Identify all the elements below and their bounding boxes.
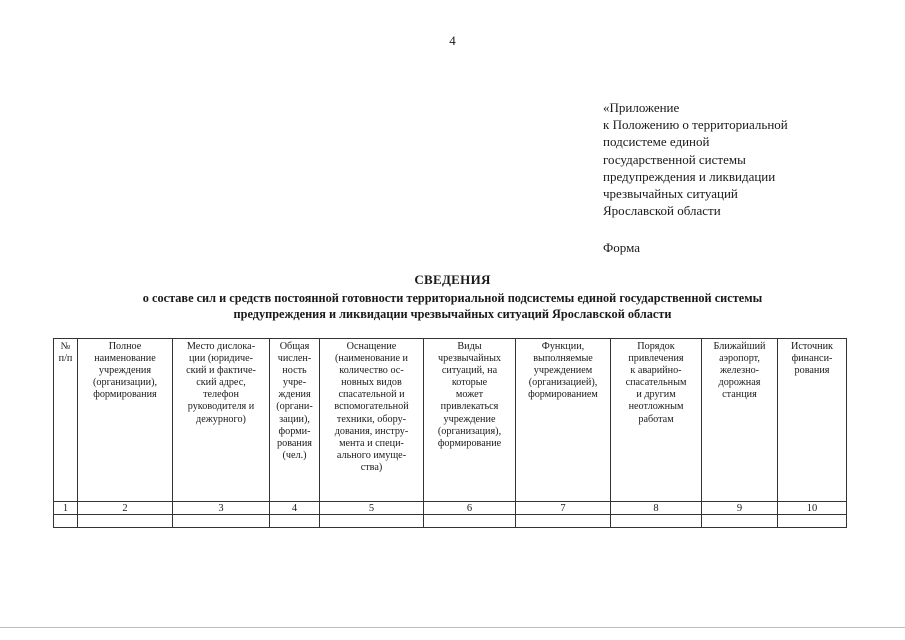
- header-line: дования, инстру-: [334, 425, 409, 437]
- header-line: ность: [282, 365, 307, 377]
- header-line: чрезвычайных: [437, 353, 502, 365]
- header-cell: [270, 339, 320, 502]
- header-line: ства): [360, 461, 383, 473]
- empty-row: [54, 515, 847, 528]
- empty-cell: [320, 515, 424, 528]
- header-line: Виды: [457, 341, 482, 352]
- header-line: Ближайший: [713, 341, 766, 352]
- header-line: новных видов: [341, 377, 402, 389]
- header-line: №: [60, 341, 71, 352]
- forces-table: [53, 338, 847, 528]
- header-line: зации),: [279, 413, 310, 425]
- header-cell: [611, 339, 702, 502]
- column-number: 3: [173, 502, 270, 515]
- header-line: рования: [794, 365, 830, 377]
- header-cell: [516, 339, 611, 502]
- header-line: может: [455, 389, 484, 401]
- header-row: [54, 339, 847, 502]
- header-line: руководителя и: [187, 401, 255, 413]
- header-cell: [320, 339, 424, 502]
- empty-cell: [424, 515, 516, 528]
- header-line: п/п: [58, 353, 73, 365]
- header-line: числен-: [277, 353, 312, 365]
- header-line: Источник: [790, 341, 833, 352]
- document-subtitle: [40, 290, 865, 322]
- column-number: 2: [78, 502, 173, 515]
- header-line: финанси-: [791, 353, 833, 365]
- header-line: работам: [638, 413, 674, 425]
- header-line: телефон: [203, 389, 239, 401]
- page-number: 4: [449, 33, 456, 48]
- form-label: Форма: [603, 240, 640, 255]
- header-line: ального имуще-: [336, 449, 407, 461]
- appendix-line: государственной системы: [603, 151, 746, 167]
- header-cell: [424, 339, 516, 502]
- header-line: (организация),: [437, 425, 502, 437]
- header-line: рования: [277, 437, 312, 449]
- header-line: спасательной и: [338, 389, 405, 401]
- header-cell: [54, 339, 78, 502]
- empty-cell: [173, 515, 270, 528]
- column-number: 7: [516, 502, 611, 515]
- scan-edge-line: [0, 627, 905, 628]
- header-line: привлекаться: [440, 401, 499, 413]
- header-line: (наименование и: [335, 353, 408, 365]
- header-line: наименование: [94, 353, 156, 365]
- column-number: 5: [320, 502, 424, 515]
- header-line: учреждением: [533, 365, 593, 377]
- appendix-line: Ярославской области: [603, 203, 721, 219]
- header-line: аэропорт,: [719, 353, 760, 365]
- header-line: ский адрес,: [196, 377, 246, 389]
- header-line: (организации),: [92, 377, 158, 389]
- header-line: ситуаций, на: [441, 365, 498, 377]
- header-line: техники, обору-: [336, 413, 407, 425]
- empty-cell: [54, 515, 78, 528]
- header-line: привлечения: [628, 353, 684, 365]
- header-line: (органи-: [276, 401, 313, 413]
- header-line: учреждение: [443, 413, 496, 425]
- header-line: Место дислока-: [186, 341, 256, 352]
- column-number: 6: [424, 502, 516, 515]
- header-cell: [702, 339, 778, 502]
- header-line: и другим: [636, 389, 676, 401]
- column-number: 9: [702, 502, 778, 515]
- appendix-line: чрезвычайных ситуаций: [603, 186, 738, 202]
- header-line: Функции,: [541, 341, 585, 352]
- header-line: Порядок: [637, 341, 675, 352]
- header-line: учре-: [282, 377, 307, 389]
- header-cell: [78, 339, 173, 502]
- column-number: 8: [611, 502, 702, 515]
- header-line: формирование: [437, 437, 502, 449]
- header-line: (чел.): [282, 449, 307, 461]
- header-line: количество ос-: [339, 365, 404, 377]
- header-line: спасательным: [625, 377, 687, 389]
- header-line: (организацией),: [528, 377, 598, 389]
- header-line: станция: [722, 389, 757, 401]
- header-line: Полное: [108, 341, 142, 352]
- appendix-note: [603, 99, 893, 219]
- subtitle-line: предупреждения и ликвидации чрезвычайных ситуаций Ярославской области: [233, 307, 672, 321]
- appendix-line: к Положению о территориальной: [603, 117, 788, 133]
- column-number: 4: [270, 502, 320, 515]
- empty-cell: [78, 515, 173, 528]
- header-line: дорожная: [718, 377, 761, 389]
- header-line: формирования: [93, 389, 157, 401]
- appendix-line: предупреждения и ликвидации: [603, 168, 776, 184]
- header-line: учреждения: [98, 365, 152, 377]
- header-line: вспомогательной: [334, 401, 409, 413]
- empty-cell: [778, 515, 847, 528]
- header-line: Общая: [279, 341, 310, 352]
- document-title: СВЕДЕНИЯ: [414, 272, 491, 287]
- subtitle-line: о составе сил и средств постоянной готовности территориальной подсистемы единой государственной системы: [142, 291, 763, 305]
- header-cell: [778, 339, 847, 502]
- empty-cell: [516, 515, 611, 528]
- empty-cell: [702, 515, 778, 528]
- header-line: дежурного): [196, 413, 246, 425]
- header-line: к аварийно-: [630, 365, 682, 377]
- appendix-line: «Приложение: [603, 100, 680, 115]
- empty-cell: [611, 515, 702, 528]
- header-line: выполняемые: [533, 353, 593, 365]
- header-line: форми-: [278, 425, 311, 437]
- column-number: 10: [778, 502, 847, 515]
- empty-cell: [270, 515, 320, 528]
- column-number-row: [54, 502, 847, 515]
- header-line: формированием: [528, 389, 598, 401]
- appendix-line: подсистеме единой: [603, 134, 710, 150]
- column-number: 1: [54, 502, 78, 515]
- header-line: Оснащение: [346, 341, 397, 352]
- header-line: неотложным: [628, 401, 684, 413]
- header-line: которые: [451, 377, 488, 389]
- header-line: ции (юридиче-: [188, 353, 254, 365]
- header-line: ждения: [278, 389, 311, 401]
- header-line: ский и фактиче-: [186, 365, 256, 377]
- header-line: мента и специ-: [339, 437, 404, 449]
- header-line: железно-: [719, 365, 760, 377]
- header-cell: [173, 339, 270, 502]
